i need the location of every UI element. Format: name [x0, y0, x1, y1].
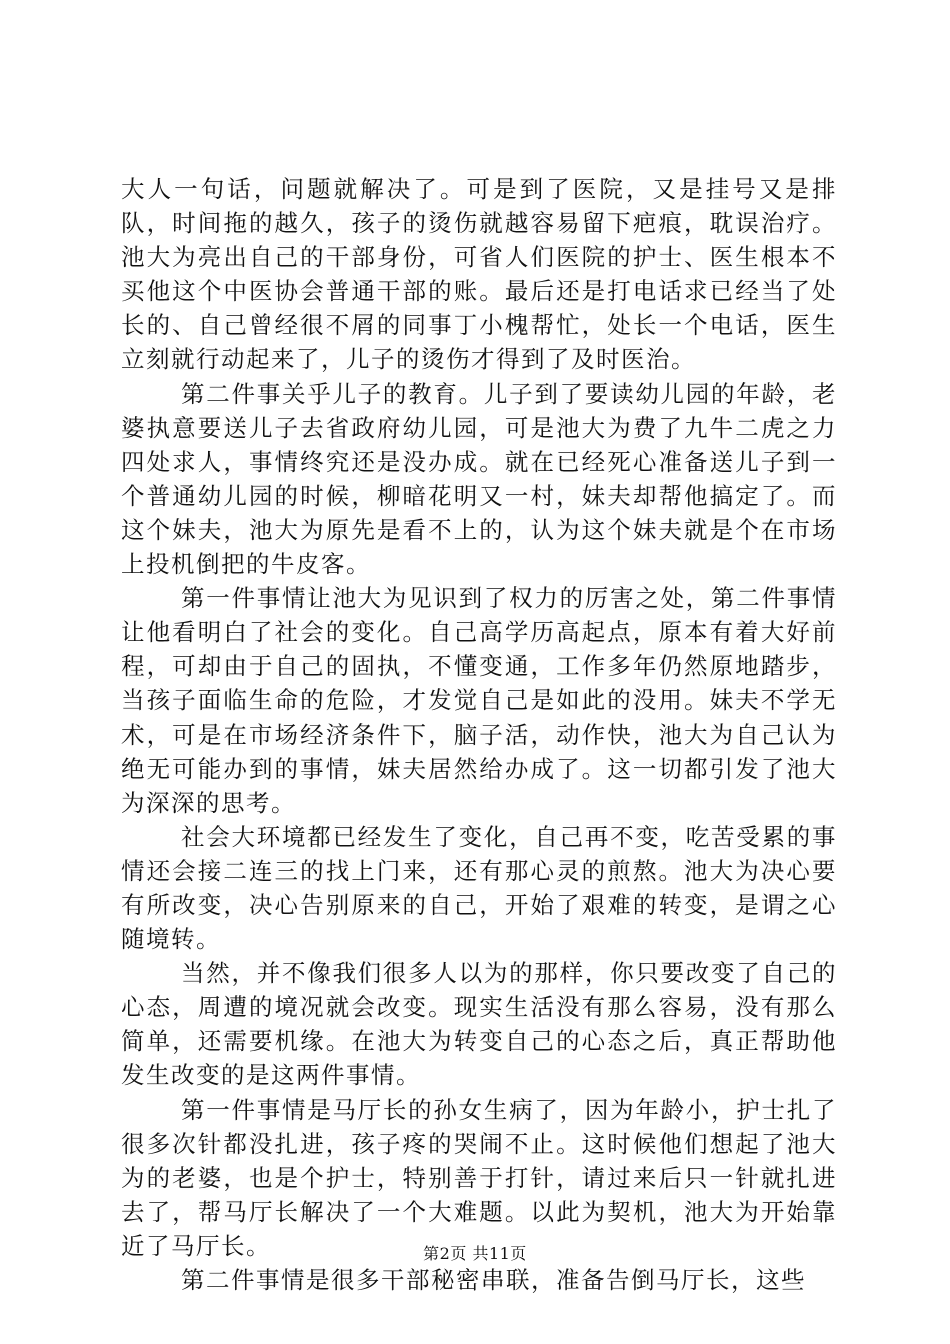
paragraph-7: 第二件事情是很多干部秘密串联，准备告倒马厅长，这些 [181, 1266, 806, 1294]
page-number-footer: 第2页 共11页 [423, 1244, 527, 1263]
paragraph-1: 大人一句话，问题就解决了。可是到了医院，又是挂号又是排队，时间拖的越久，孩子的烫伤就越容易留下疤痕，耽误治疗。池大为亮出自己的干部身份，可省人们医院的护士、医生根本不买他这个中医协会普通干部的账。最后还是打电话求已经当了处长的、自己曾经很不屑的同事丁小槐帮忙，处长一个电话，医生立刻就行动起来了，儿子的烫伤才得到了及时医治。 [121, 175, 837, 374]
paragraph-4: 社会大环境都已经发生了变化，自己再不变，吃苦受累的事情还会接二连三的找上门来，还有那心灵的煎熬。池大为决心要有所改变，决心告别原来的自己，开始了艰难的转变，是谓之心随境转。 [121, 822, 837, 954]
paragraph-5: 当然，并不像我们很多人以为的那样，你只要改变了自己的心态，周遭的境况就会改变。现实生活没有那么容易，没有那么简单，还需要机缘。在池大为转变自己的心态之后，真正帮助他发生改变的是这两件事情。 [121, 959, 837, 1090]
paragraph-2: 第二件事关乎儿子的教育。儿子到了要读幼儿园的年龄，老婆执意要送儿子去省政府幼儿园，可是池大为费了九牛二虎之力四处求人，事情终究还是没办成。就在已经死心准备送儿子到一个普通幼儿园的时候，柳暗花明又一村，妹夫却帮他搞定了。而这个妹夫，池大为原先是看不上的，认为这个妹夫就是个在市场上投机倒把的牛皮客。 [121, 379, 837, 579]
paragraph-3: 第一件事情让池大为见识到了权力的厉害之处，第二件事情让他看明白了社会的变化。自己高学历高起点，原本有着大好前程，可却由于自己的固执，不懂变通，工作多年仍然原地踏步，当孩子面临生命的危险，才发觉自己是如此的没用。妹夫不学无术，可是在市场经济条件下，脑子活，动作快，池大为自己认为绝无可能办到的事情，妹夫居然给办成了。这一切都引发了池大为深深的思考。 [121, 584, 837, 817]
paragraph-6: 第一件事情是马厅长的孙女生病了，因为年龄小，护士扎了很多次针都没扎进，孩子疼的哭闹不止。这时候他们想起了池大为的老婆，也是个护士，特别善于打针，请过来后只一针就扎进去了，帮马厅长解决了一个大难题。以此为契机，池大为开始靠近了马厅长。 [121, 1095, 837, 1260]
document-body [121, 172, 837, 1297]
